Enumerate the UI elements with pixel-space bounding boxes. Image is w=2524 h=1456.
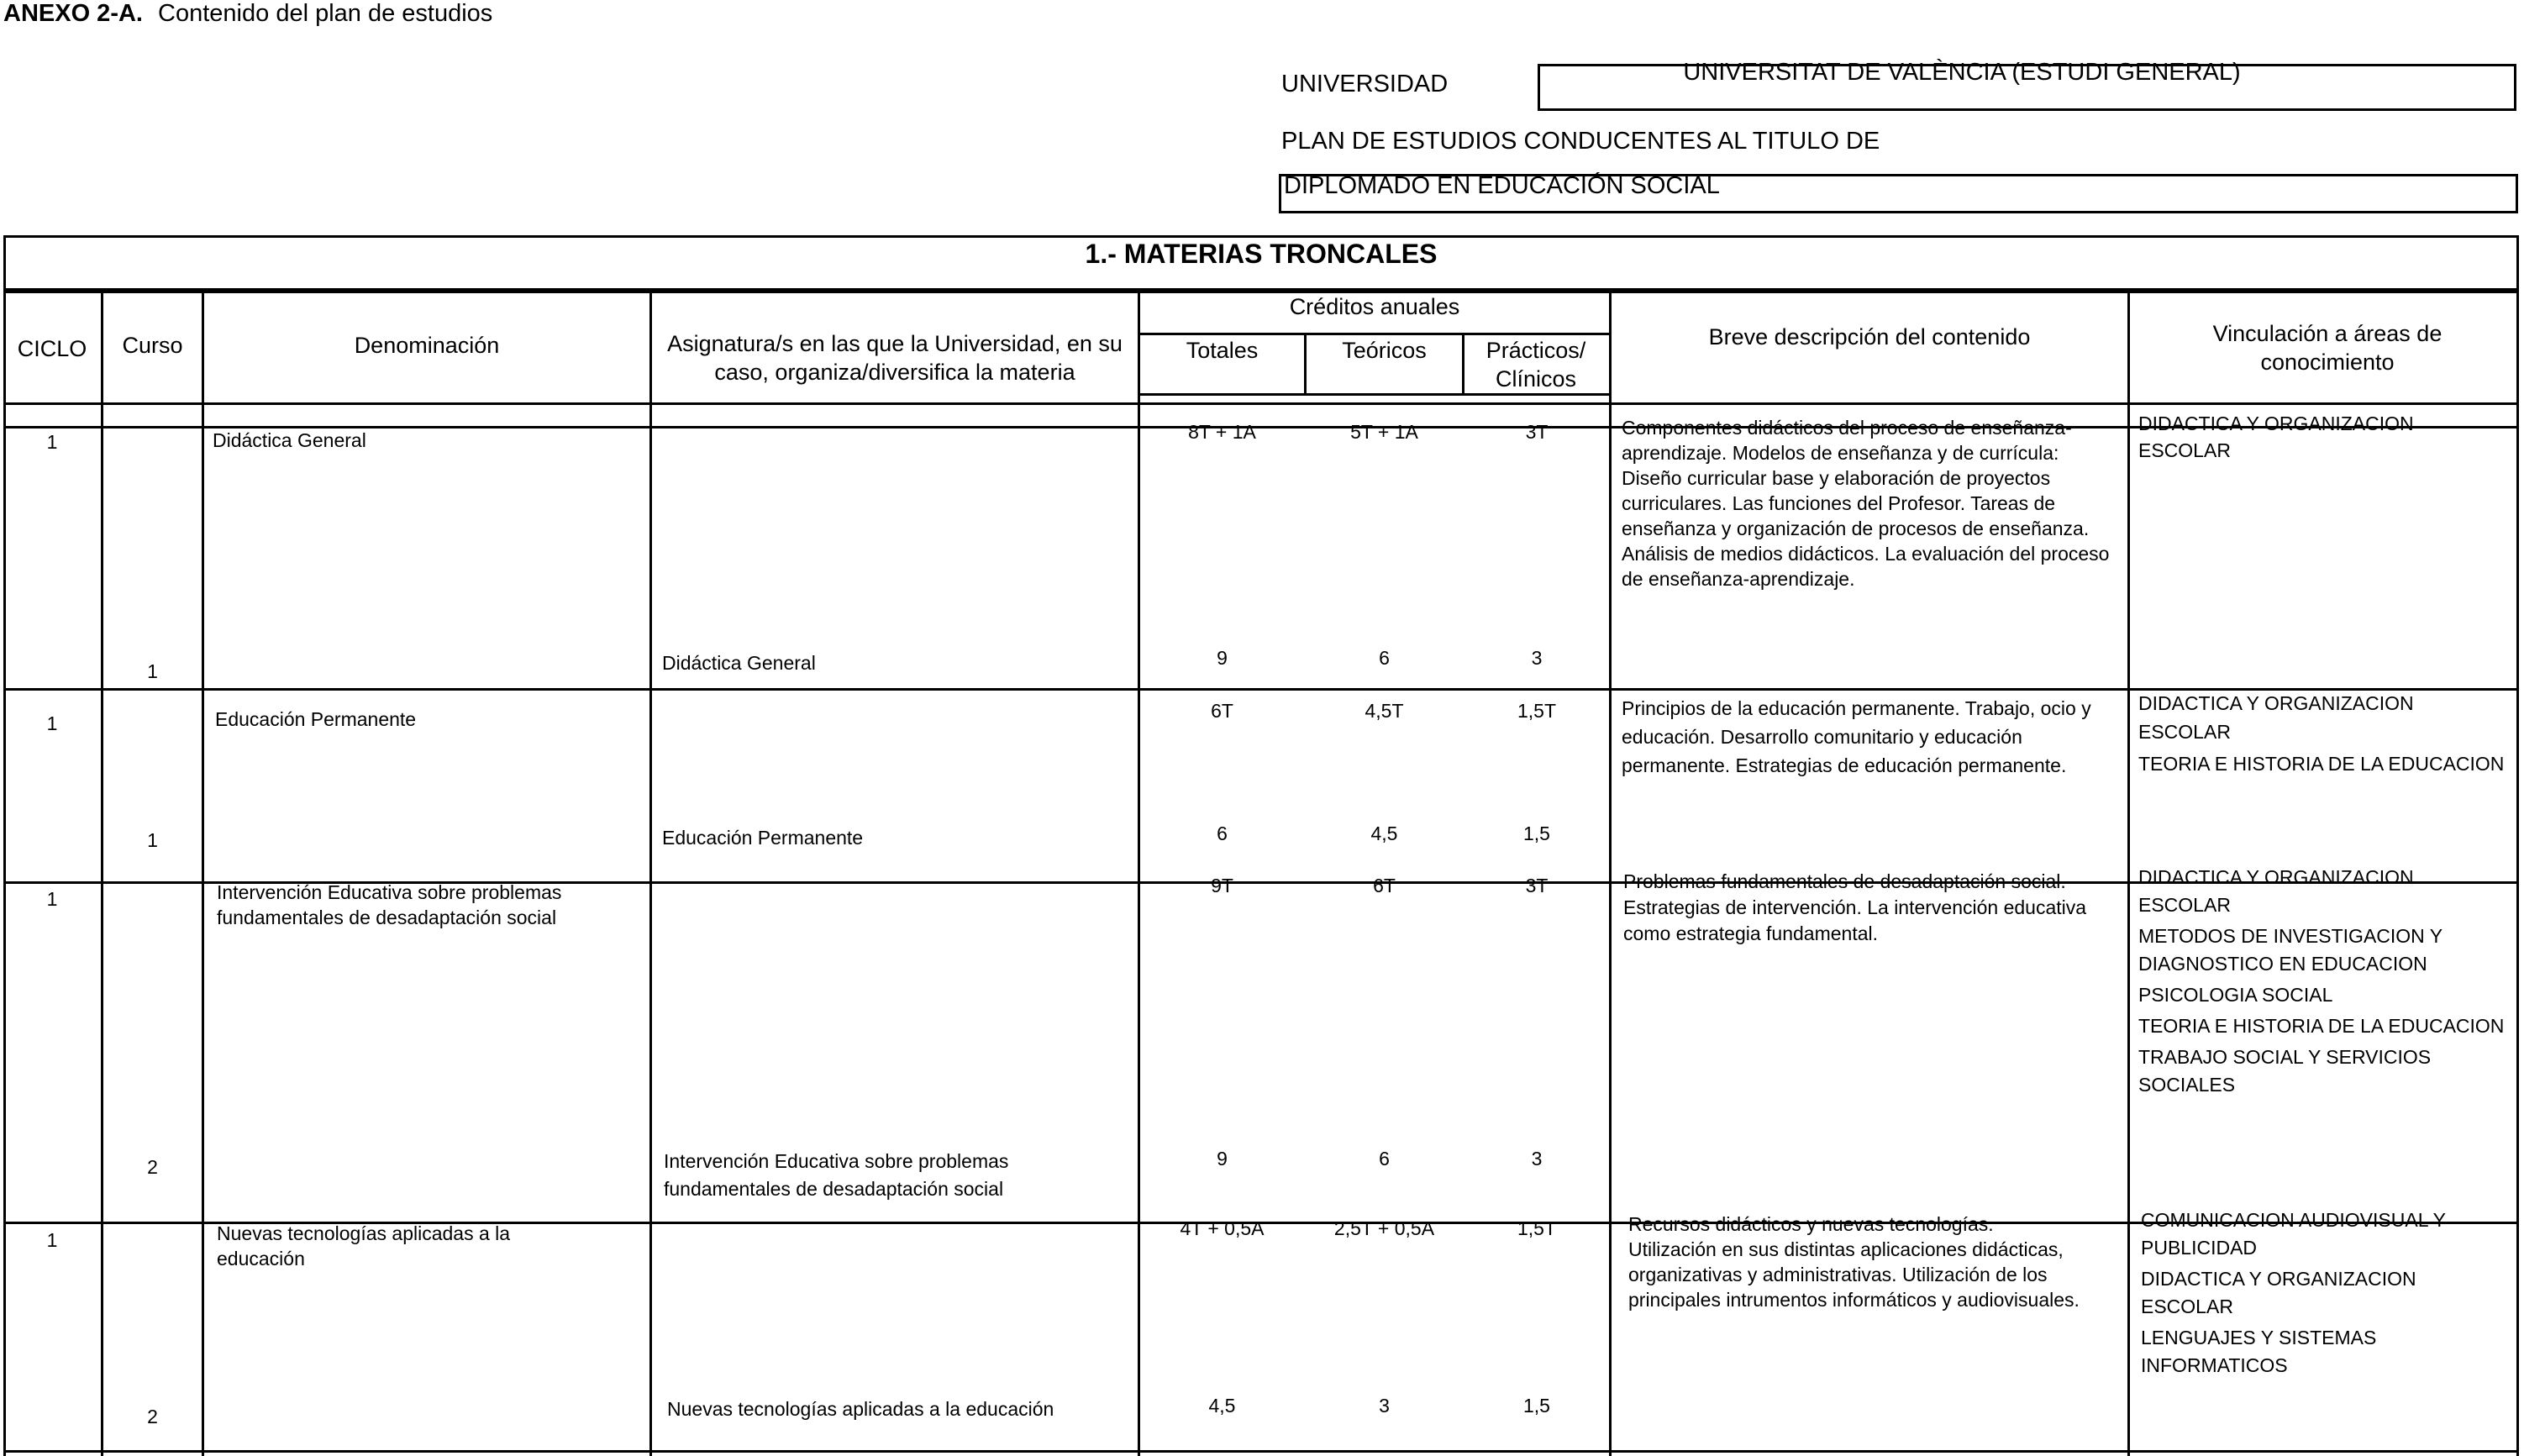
row3-asig-totales: 9 <box>1217 1148 1228 1170</box>
row4-ciclo: 1 <box>46 1229 58 1251</box>
plan-label: PLAN DE ESTUDIOS CONDUCENTES AL TITULO DE <box>1281 128 1880 155</box>
row2-asig-practicos: 1,5 <box>1523 823 1550 844</box>
row4-practicos: 1,5T <box>1517 1217 1557 1239</box>
row3-practicos: 3T <box>1525 875 1549 896</box>
row2-areas <box>2138 689 2508 778</box>
col-header-descripcion: Breve descripción del contenido <box>1708 324 2031 350</box>
creditos-divider <box>1138 393 1612 396</box>
row1-asig-practicos: 3 <box>1531 647 1543 669</box>
col-header-teoricos: Teóricos <box>1342 338 1427 363</box>
col-header-asignatura: Asignatura/s en las que la Universidad, en su caso, organiza/diversifica la materia <box>667 331 1123 385</box>
row1-denominacion: Didáctica General <box>213 429 366 451</box>
row3-asig-practicos: 3 <box>1531 1148 1543 1170</box>
col-header-ciclo: CICLO <box>17 336 87 361</box>
row3-area-item: TRABAJO SOCIAL Y SERVICIOS SOCIALES <box>2138 1046 2432 1096</box>
section-title: 1.- MATERIAS TRONCALES <box>1085 239 1438 269</box>
col-header-curso: Curso <box>122 333 183 358</box>
col-header-creditos: Créditos anuales <box>1289 294 1460 319</box>
col-divider <box>101 291 103 1456</box>
row2-area-item: DIDACTICA Y ORGANIZACION ESCOLAR <box>2138 692 2414 743</box>
col-header-denominacion: Denominación <box>354 333 500 358</box>
row1-practicos: 3T <box>1525 421 1549 443</box>
plan-value: DIPLOMADO EN EDUCACIÓN SOCIAL <box>1284 172 1720 199</box>
row2-ciclo: 1 <box>46 712 58 734</box>
row3-totales: 9T <box>1211 875 1233 896</box>
row4-teoricos: 2,5T + 0,5A <box>1333 1217 1435 1239</box>
col-divider <box>2516 405 2519 1456</box>
row2-totales: 6T <box>1211 700 1233 722</box>
row3-teoricos: 6T <box>1373 875 1396 896</box>
row2-asig-totales: 6 <box>1217 823 1228 844</box>
row4-area-item: LENGUAJES Y SISTEMAS INFORMATICOS <box>2141 1327 2377 1376</box>
row3-asig-teoricos: 6 <box>1379 1148 1390 1170</box>
row2-practicos: 1,5T <box>1517 700 1557 722</box>
row2-area-item: TEORIA E HISTORIA DE LA EDUCACION <box>2138 753 2505 775</box>
row1-ciclo: 1 <box>46 431 58 453</box>
row1-teoricos: 5T + 1A <box>1350 421 1418 443</box>
col-header-practicos: Prácticos/ Clínicos <box>1485 338 1586 392</box>
creditos-divider <box>1138 333 1612 335</box>
row3-areas <box>2138 864 2508 1099</box>
row4-areas <box>2141 1206 2511 1380</box>
col-divider <box>3 405 6 1456</box>
col-divider <box>1609 291 1612 1456</box>
row3-area-item: PSICOLOGIA SOCIAL <box>2138 984 2333 1006</box>
row3-descripcion: Problemas fundamentales de desadaptación social. Estrategias de intervención. La intervención educativa como estrategia fundamental. <box>1623 870 2087 944</box>
university-value: UNIVERSITAT DE VALÈNCIA (ESTUDI GENERAL) <box>1683 59 2241 86</box>
col-header-vinculacion: Vinculación a áreas de conocimiento <box>2212 321 2442 375</box>
row2-asignatura: Educación Permanente <box>662 827 864 849</box>
row1-areas <box>2138 410 2508 464</box>
row1-descripcion: Componentes didácticos del proceso de enseñanza-aprendizaje. Modelos de enseñanza y de currícula: Diseño curricular base y elaboración de proyectos curriculares. Las funciones del Profesor. Tareas de enseñanza y organización de procesos de enseñanza. Análisis de medios didácticos. La evaluación del proceso de enseñanza-aprendizaje. <box>1622 417 2110 590</box>
row3-denominacion: Intervención Educativa sobre problemas fundamentales de desadaptación social <box>217 881 562 928</box>
row1-area-item: DIDACTICA Y ORGANIZACION ESCOLAR <box>2138 413 2414 461</box>
row2-denominacion: Educación Permanente <box>215 708 417 730</box>
row4-curso: 2 <box>147 1406 158 1427</box>
col-divider <box>1462 334 1464 395</box>
row4-denominacion: Nuevas tecnologías aplicadas a la educación <box>217 1222 511 1269</box>
row1-curso: 1 <box>147 660 158 682</box>
row-divider <box>3 1450 2519 1453</box>
row1-asignatura: Didáctica General <box>662 652 816 674</box>
row1-asig-teoricos: 6 <box>1379 647 1390 669</box>
row4-asig-totales: 4,5 <box>1208 1395 1236 1417</box>
row1-asig-totales: 9 <box>1217 647 1228 669</box>
annex-title: Contenido del plan de estudios <box>158 0 493 27</box>
row1-totales: 8T + 1A <box>1188 421 1256 443</box>
row2-descripcion: Principios de la educación permanente. Trabajo, ocio y educación. Desarrollo comunitario y educación permanente. Estrategias de educación permanente. <box>1622 697 2091 776</box>
row3-area-item: DIDACTICA Y ORGANIZACION ESCOLAR <box>2138 866 2414 916</box>
row4-asignatura: Nuevas tecnologías aplicadas a la educación <box>667 1398 1054 1420</box>
col-divider <box>2127 291 2130 1456</box>
row4-totales: 4T + 0,5A <box>1180 1217 1265 1239</box>
row3-area-item: TEORIA E HISTORIA DE LA EDUCACION <box>2138 1015 2505 1037</box>
university-label: UNIVERSIDAD <box>1281 71 1449 97</box>
row2-curso: 1 <box>147 829 158 851</box>
row4-asig-teoricos: 3 <box>1379 1395 1390 1417</box>
row3-ciclo: 1 <box>46 888 58 910</box>
col-divider <box>202 291 204 1456</box>
col-header-totales: Totales <box>1186 338 1259 363</box>
row4-area-item: COMUNICACION AUDIOVISUAL Y PUBLICIDAD <box>2141 1209 2446 1259</box>
annex-label: ANEXO 2-A. <box>3 0 143 27</box>
row4-descripcion: Recursos didácticos y nuevas tecnologías. Utilización en sus distintas aplicaciones didácticas, organizativas y administrativas. Utilización de los principales intrumentos informáticos y audiovisuales. <box>1628 1213 2080 1311</box>
row2-teoricos: 4,5T <box>1365 700 1404 722</box>
col-divider <box>649 291 652 1456</box>
row3-area-item: METODOS DE INVESTIGACION Y DIAGNOSTICO EN EDUCACION <box>2138 925 2442 975</box>
row3-asignatura: Intervención Educativa sobre problemas fundamentales de desadaptación social <box>664 1150 1009 1200</box>
row3-curso: 2 <box>147 1156 158 1178</box>
row4-asig-practicos: 1,5 <box>1523 1395 1550 1417</box>
row2-asig-teoricos: 4,5 <box>1370 823 1398 844</box>
row4-area-item: DIDACTICA Y ORGANIZACION ESCOLAR <box>2141 1268 2416 1317</box>
